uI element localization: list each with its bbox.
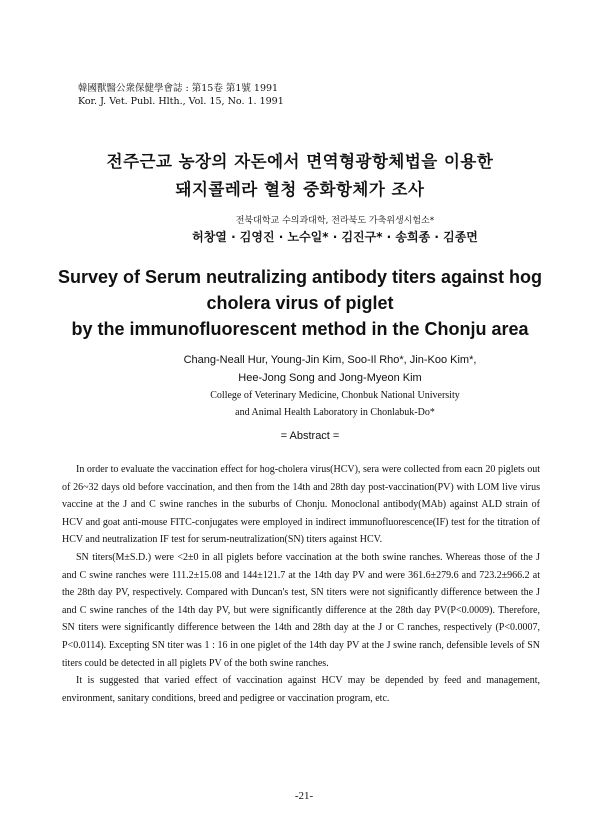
journal-citation xyxy=(78,82,284,108)
page-number: -21- xyxy=(294,790,314,802)
journal-citation-english: Kor. J. Vet. Publ. Hlth., Vol. 15, No. 1. 1991 xyxy=(78,96,284,107)
english-title-line-3: by the immunofluorescent method in the Chonju area xyxy=(71,319,529,339)
english-authors xyxy=(0,351,600,387)
abstract-paragraph-3: It is suggested that varied effect of vaccination against HCV may be depended by feed and management, environment, sanitary conditions, breed and pedigree or vaccination program, etc. xyxy=(62,675,540,704)
english-affiliation-line-1: College of Veterinary Medicine, Chonbuk National University xyxy=(210,390,460,401)
english-authors-line-2: Hee-Jong Song and Jong-Myeon Kim xyxy=(238,372,422,384)
abstract-paragraph-2: SN titers(M±S.D.) were <2±0 in all piglets before vaccination at the both swine ranches. Whereas those of the J and C swine ranches were 111.2±15.08 and 144±121.7 at the 14th day PV and were 361.6±279.6 and 723.2±966.2 at the 28th day PV, respectively. Compared with Duncan's test, SN titers were not significantly difference between the J and C swine ranches of the 14th day PV, but were significantly difference at the 28th day PV(P<0.0009). Therefore, SN titers were significantly difference between the 14th and 28th day at the J or C ranches, respectively (P<0.0007, P<0.0114). Excepting SN titer was 1 : 16 in one piglet of the 14th day PV at the J swine ranch, defensible levels of SN titers could be detected in all piglets PV of the both swine ranches. xyxy=(62,551,540,669)
english-title-line-1: Survey of Serum neutralizing antibody titers against hog xyxy=(57,267,543,287)
korean-title-line-1: 전주근교 농장의 자돈에서 면역형광항체법을 이용한 xyxy=(106,152,494,171)
korean-affiliation: 전북대학교 수의과대학, 전라북도 가축위생시험소* xyxy=(235,216,435,226)
journal-citation-korean: 韓國獸醫公衆保健學會誌 : 第15卷 第1號 1991 xyxy=(78,83,279,94)
english-authors-line-1: Chang-Neall Hur, Young-Jin Kim, Soo-Il Rho*, Jin-Koo Kim*, xyxy=(183,354,477,366)
korean-authors: 허창열 · 김영진 · 노수일* · 김진구* · 송희종 · 김종면 xyxy=(192,230,478,244)
abstract-heading: = Abstract = xyxy=(280,430,340,442)
english-title xyxy=(0,264,600,342)
abstract-body xyxy=(62,461,540,707)
english-title-line-2: cholera virus of piglet xyxy=(206,293,394,313)
korean-title xyxy=(0,148,600,204)
abstract-paragraph-1: In order to evaluate the vaccination effect for hog-cholera virus(HCV), sera were collected from eacn 20 piglets out of 26~32 days old before vaccination, and then from the 14th and 28th day post-vaccination(PV) with LOM live virus vaccine at the J and C swine ranches in the suburbs of Chonju. Monoclonal antibody(MAb) against ALD strain of HCV and goat anti-mouse FITC-conjugates were employed in indirect immunofluorescence(IF) test for the titration of HCV and neutralization IF test for serum-neutralization(SN) titers against HCV. xyxy=(62,464,540,546)
english-affiliation xyxy=(0,387,600,421)
english-affiliation-line-2: and Animal Health Laboratory in Chonlabuk-Do* xyxy=(235,407,435,418)
korean-title-line-2: 돼지콜레라 혈청 중화항체가 조사 xyxy=(175,180,425,199)
